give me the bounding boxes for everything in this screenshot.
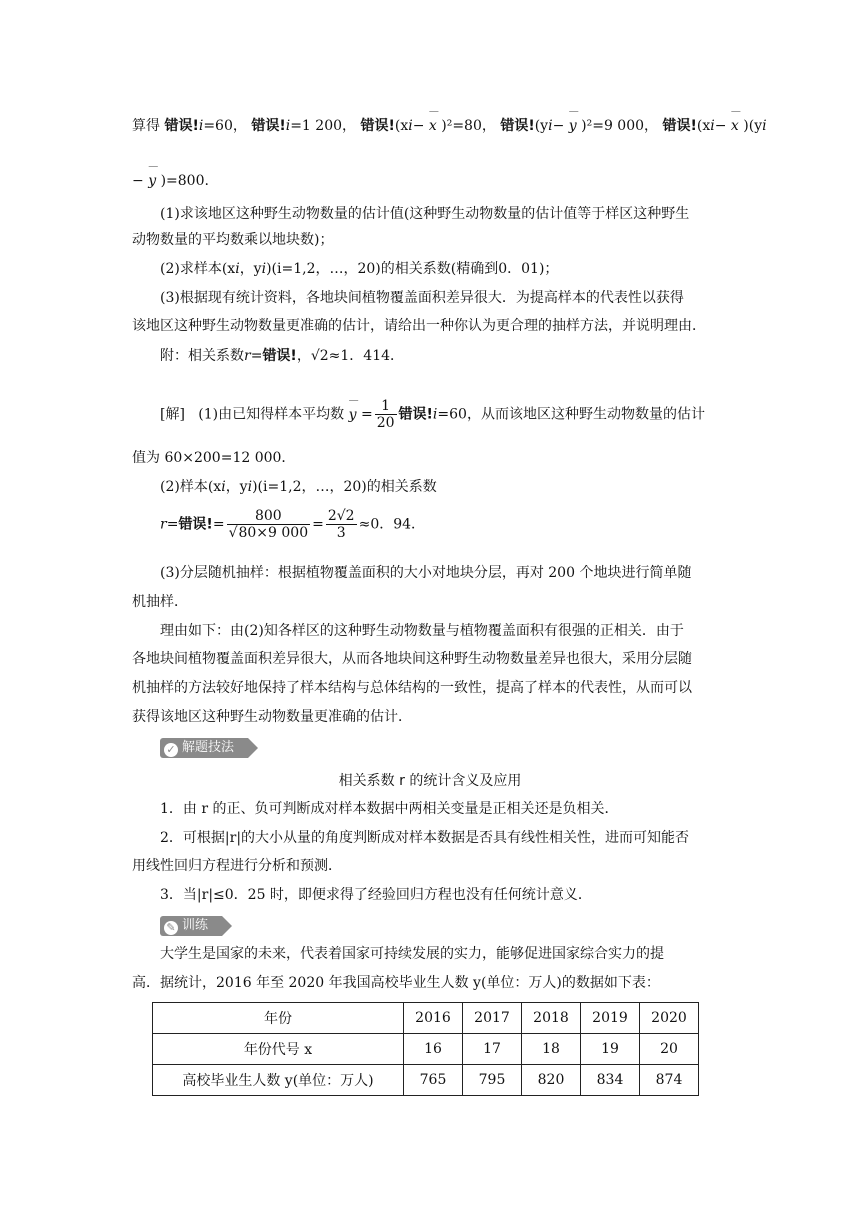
row-label: 年份 bbox=[153, 1003, 404, 1034]
solution-part-2-line-1: (2)样本(xi，yi)(i=1,2，…，20)的相关系数 bbox=[160, 479, 437, 495]
question-2: (2)求样本(xi，yi)(i=1,2，…，20)的相关系数(精确到0．01)； bbox=[160, 261, 559, 277]
question-3-line-1: (3)根据现有统计资料，各地块间植物覆盖面积差异很大．为提高样本的代表性以获得 bbox=[160, 290, 684, 306]
reason-line-3: 机抽样的方法较好地保持了样本结构与总体结构的一致性，提高了样本的代表性，从而可以 bbox=[132, 680, 692, 696]
table-row bbox=[153, 1003, 699, 1034]
correlation-formula: r=错误!= $\frac{800}{√80\times 9 000}$ = $\frac{2√2}{3}$ ≈0．94． bbox=[160, 508, 426, 541]
table-cell: 2018 bbox=[522, 1003, 581, 1034]
table-cell: 18 bbox=[522, 1034, 581, 1065]
question-3-line-2: 该地区这种野生动物数量更准确的估计，请给出一种你认为更合理的抽样方法，并说明理由． bbox=[132, 318, 706, 334]
table-cell: 765 bbox=[404, 1065, 463, 1096]
graduates-table bbox=[152, 1002, 699, 1096]
table-cell: 2019 bbox=[581, 1003, 640, 1034]
check-icon: ✓ bbox=[164, 743, 178, 757]
tip-2-line-1: 2．可根据|r|的大小从量的角度判断成对样本数据是否具有线性相关性，进而可知能否 bbox=[160, 830, 690, 846]
table-cell: 16 bbox=[404, 1034, 463, 1065]
tips-badge: ✓ 解题技法 bbox=[160, 738, 248, 758]
training-line-1: 大学生是国家的未来，代表着国家可持续发展的实力，能够促进国家综合实力的提 bbox=[160, 946, 664, 962]
row-label: 高校毕业生人数 y(单位：万人) bbox=[153, 1065, 404, 1096]
fraction-one-twentieth: $\frac{1}{20}$ bbox=[376, 398, 395, 431]
row-label: 年份代号 x bbox=[153, 1034, 404, 1065]
table-cell: 17 bbox=[463, 1034, 522, 1065]
question-1-line-1: (1)求该地区这种野生动物数量的估计值(这种野生动物数量的估计值等于样区这种野生 bbox=[160, 206, 690, 222]
table-cell: 820 bbox=[522, 1065, 581, 1096]
table-cell: 2016 bbox=[404, 1003, 463, 1034]
fraction-two-root-two-over-three: $\frac{2√2}{3}$ bbox=[327, 508, 355, 541]
training-badge: ✎ 训练 bbox=[160, 916, 222, 936]
table-cell: 20 bbox=[640, 1034, 699, 1065]
reason-line-4: 获得该地区这种野生动物数量更准确的估计． bbox=[132, 709, 412, 725]
solution-part-3-line-2: 机抽样． bbox=[132, 594, 188, 610]
appendix-note: 附：相关系数r=错误!，√2≈1．414． bbox=[160, 348, 405, 364]
table-row bbox=[153, 1065, 699, 1096]
intro-line-1: 算得 错误!i=60， 错误!i=1 200， 错误!(xi− — x )²=80， 错误!(yi− — y )²=9 000， 错误!(xi− — x )(yi bbox=[132, 115, 767, 137]
intro-line-2: − — y )=800. bbox=[132, 170, 209, 192]
solution-part-1-line-2: 值为 60×200=12 000． bbox=[132, 450, 296, 466]
table-cell: 19 bbox=[581, 1034, 640, 1065]
table-cell: 874 bbox=[640, 1065, 699, 1096]
pencil-icon: ✎ bbox=[164, 921, 178, 935]
fraction-800-over-root: $\frac{800}{√80\times 9 000}$ bbox=[228, 508, 309, 541]
table-cell: 2020 bbox=[640, 1003, 699, 1034]
solution-part-1-line-1: [解] (1)由已知得样本平均数 — y = $\frac{1}{20}$ 错误!i=60，从而该地区这种野生动物数量的估计 bbox=[160, 398, 705, 431]
tip-3: 3．当|r|≤0．25 时，即便求得了经验回归方程也没有任何统计意义． bbox=[160, 887, 592, 903]
tips-heading: 相关系数 r 的统计含义及应用 bbox=[338, 773, 522, 789]
training-line-2: 高．据统计，2016 年至 2020 年我国高校毕业生人数 y(单位：万人)的数据如下表： bbox=[132, 975, 660, 991]
question-1-line-2: 动物数量的平均数乘以地块数)； bbox=[132, 232, 334, 248]
tip-1: 1．由 r 的正、负可判断成对样本数据中两相关变量是正相关还是负相关． bbox=[160, 801, 619, 817]
reason-line-2: 各地块间植物覆盖面积差异很大，从而各地块间这种野生动物数量差异也很大，采用分层随 bbox=[132, 651, 692, 667]
tip-2-line-2: 用线性回归方程进行分析和预测． bbox=[132, 858, 342, 874]
table-cell: 795 bbox=[463, 1065, 522, 1096]
table-cell: 834 bbox=[581, 1065, 640, 1096]
table-cell: 2017 bbox=[463, 1003, 522, 1034]
reason-line-1: 理由如下：由(2)知各样区的这种野生动物数量与植物覆盖面积有很强的正相关．由于 bbox=[160, 623, 684, 639]
solution-part-3-line-1: (3)分层随机抽样：根据植物覆盖面积的大小对地块分层，再对 200 个地块进行简单随 bbox=[160, 565, 692, 581]
table-row bbox=[153, 1034, 699, 1065]
